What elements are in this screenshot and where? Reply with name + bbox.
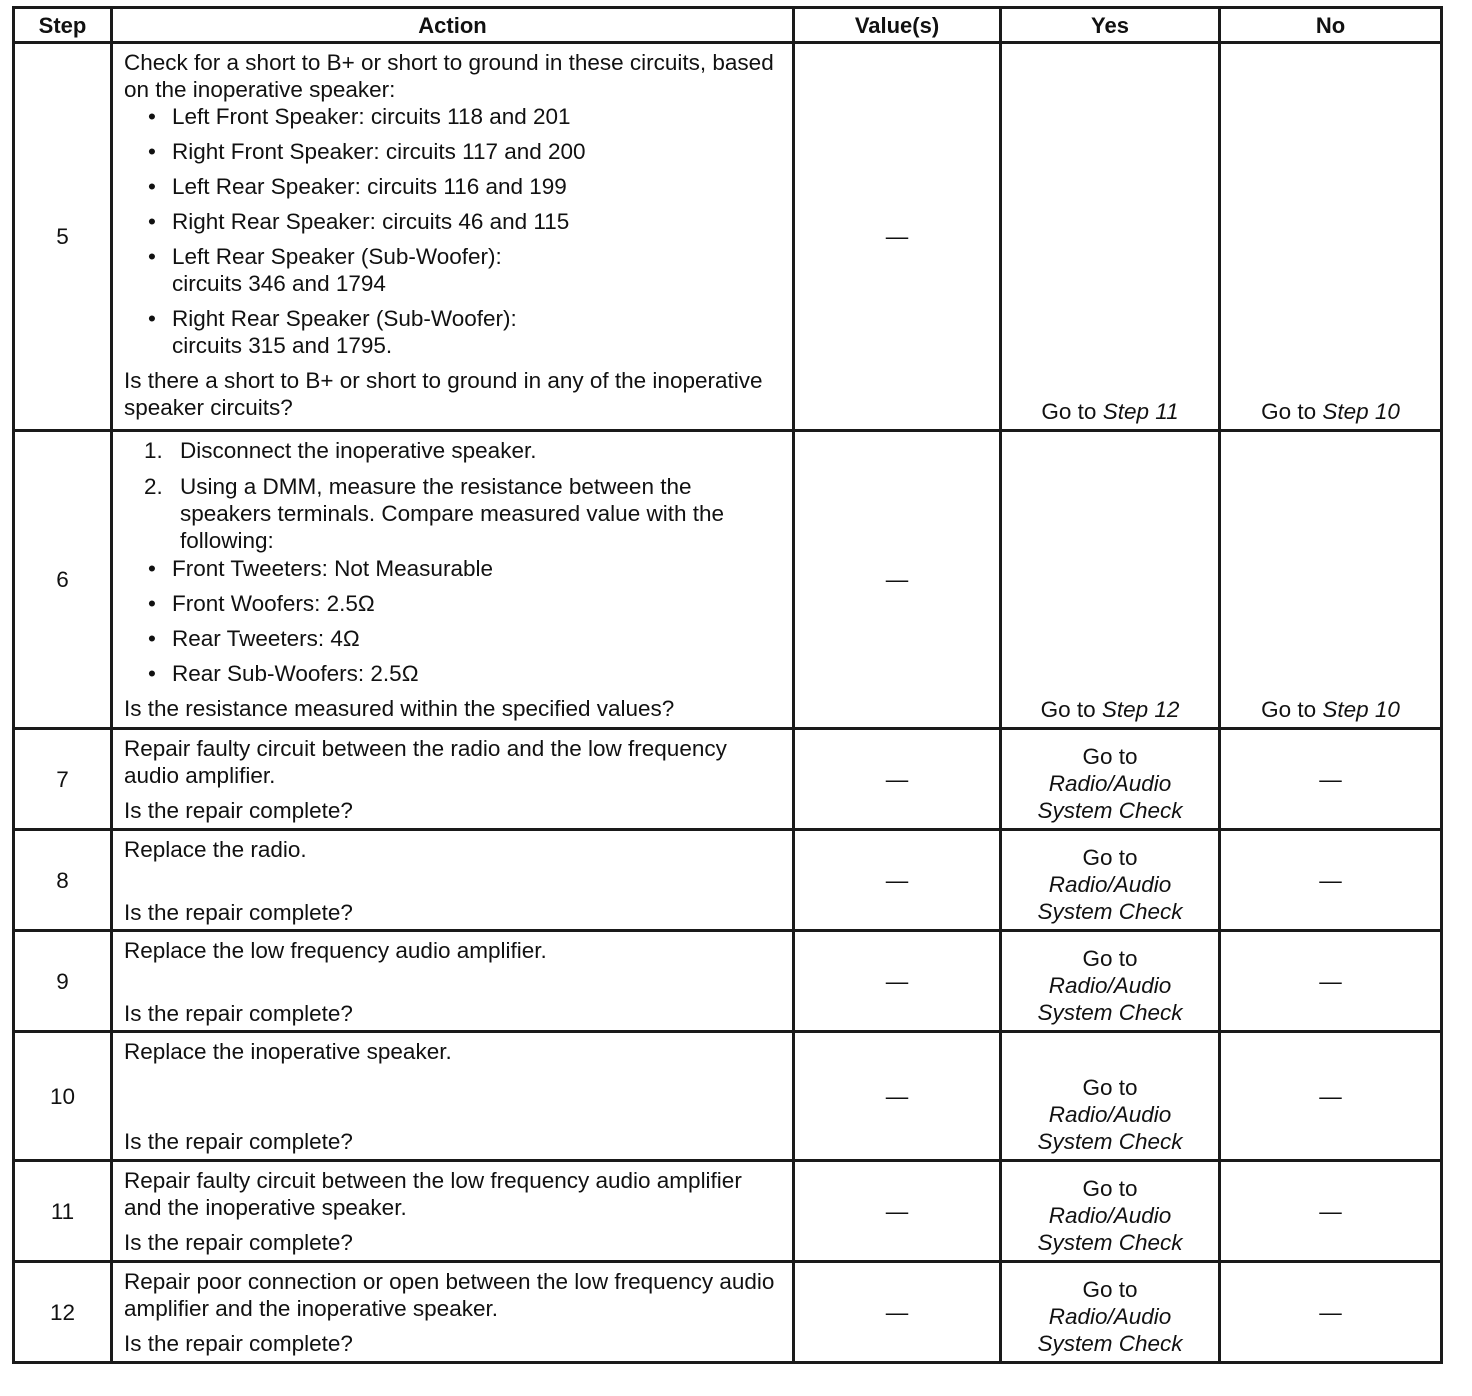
yes-cell: Go to Radio/Audio System Check: [1001, 1262, 1220, 1363]
value-cell: —: [794, 431, 1001, 729]
list-item: • Front Woofers: 2.5Ω: [148, 591, 375, 616]
action-question: Is the repair complete?: [124, 1230, 353, 1255]
action-cell: [112, 431, 794, 729]
no-cell: —: [1220, 729, 1442, 830]
radio-audio-check-link[interactable]: Radio/Audio: [1048, 1102, 1172, 1127]
bullet-icon: •: [148, 244, 156, 269]
list-item: 2. Using a DMM, measure the resistance between the speakers terminals. Compare measured value with the following:: [144, 474, 724, 553]
no-cell: —: [1220, 830, 1442, 931]
step-link[interactable]: Step 12: [1101, 697, 1180, 722]
no-cell: Go to Step 10: [1220, 431, 1442, 729]
header-yes: Yes: [1001, 8, 1220, 43]
yes-cell: Go to Step 11: [1001, 43, 1220, 431]
action-text: Replace the low frequency audio amplifier.: [124, 938, 547, 963]
bullet-icon: •: [148, 139, 156, 164]
value-cell: —: [794, 43, 1001, 431]
bullet-icon: •: [148, 661, 156, 686]
table-row: [14, 729, 1442, 830]
list-item: • Left Rear Speaker (Sub-Woofer): circuits 346 and 1794: [148, 244, 502, 296]
list-item: • Right Front Speaker: circuits 117 and 200: [148, 139, 586, 164]
no-cell: —: [1220, 1161, 1442, 1262]
step-number: 8: [14, 830, 112, 931]
table-row: [14, 1161, 1442, 1262]
action-intro: Check for a short to B+ or short to ground in these circuits, based on the inoperative speaker:: [124, 50, 774, 102]
radio-audio-check-link[interactable]: Radio/Audio: [1048, 771, 1172, 796]
step-number: 11: [14, 1161, 112, 1262]
bullet-icon: •: [148, 591, 156, 616]
step-link[interactable]: Step 10: [1322, 399, 1400, 424]
radio-audio-check-link[interactable]: Radio/Audio: [1048, 872, 1172, 897]
action-question: Is there a short to B+ or short to ground in any of the inoperative speaker circuits?: [124, 368, 763, 420]
list-item: • Front Tweeters: Not Measurable: [148, 556, 493, 581]
value-cell: —: [794, 830, 1001, 931]
list-item: • Rear Sub-Woofers: 2.5Ω: [148, 661, 419, 686]
no-cell: —: [1220, 1032, 1442, 1161]
step-number: 12: [14, 1262, 112, 1363]
action-text: Replace the inoperative speaker.: [124, 1039, 452, 1064]
yes-cell: Go to Radio/Audio System Check: [1001, 729, 1220, 830]
no-cell: —: [1220, 1262, 1442, 1363]
action-cell: [112, 931, 794, 1032]
radio-audio-check-link[interactable]: Radio/Audio: [1048, 1304, 1172, 1329]
radio-audio-check-link[interactable]: Radio/Audio: [1048, 973, 1172, 998]
list-item: • Rear Tweeters: 4Ω: [148, 626, 360, 651]
header-row: [14, 8, 1442, 43]
action-question: Is the resistance measured within the specified values?: [124, 696, 675, 721]
action-text: Repair faulty circuit between the low frequency audio amplifier and the inoperative speaker.: [124, 1168, 742, 1220]
action-text: Repair poor connection or open between the low frequency audio amplifier and the inoperative speaker.: [124, 1269, 775, 1321]
value-cell: —: [794, 729, 1001, 830]
step-number: 9: [14, 931, 112, 1032]
yes-cell: Go to Radio/Audio System Check: [1001, 830, 1220, 931]
value-cell: —: [794, 931, 1001, 1032]
action-cell: [112, 43, 794, 431]
bullet-icon: •: [148, 556, 156, 581]
table-row: [14, 1262, 1442, 1363]
no-cell: —: [1220, 931, 1442, 1032]
yes-cell: Go to Radio/Audio System Check: [1001, 1032, 1220, 1161]
yes-cell: Go to Radio/Audio System Check: [1001, 931, 1220, 1032]
action-cell: [112, 1262, 794, 1363]
step-number: 5: [14, 43, 112, 431]
value-cell: —: [794, 1161, 1001, 1262]
step-number: 6: [14, 431, 112, 729]
table-row: [14, 1032, 1442, 1161]
yes-cell: Go to Step 12: [1001, 431, 1220, 729]
action-text: Repair faulty circuit between the radio and the low frequency audio amplifier.: [124, 736, 727, 788]
bullet-icon: •: [148, 104, 156, 129]
radio-audio-check-link[interactable]: Radio/Audio: [1048, 1203, 1172, 1228]
action-question: Is the repair complete?: [124, 1331, 353, 1356]
step-link[interactable]: Step 11: [1102, 399, 1179, 424]
table-row: [14, 830, 1442, 931]
step-link[interactable]: Step 10: [1322, 697, 1400, 722]
list-item: • Right Rear Speaker: circuits 46 and 115: [148, 209, 570, 234]
value-cell: —: [794, 1262, 1001, 1363]
yes-cell: Go to Radio/Audio System Check: [1001, 1161, 1220, 1262]
diagnostic-table: [12, 6, 1443, 1364]
table-row: [14, 43, 1442, 431]
action-cell: [112, 830, 794, 931]
value-cell: —: [794, 1032, 1001, 1161]
bullet-icon: •: [148, 626, 156, 651]
bullet-icon: •: [148, 209, 156, 234]
table-row: [14, 931, 1442, 1032]
no-cell: Go to Step 10: [1220, 43, 1442, 431]
header-values: Value(s): [794, 8, 1001, 43]
list-item: • Right Rear Speaker (Sub-Woofer): circuits 315 and 1795.: [148, 306, 517, 358]
header-action: Action: [112, 8, 794, 43]
circuit-list: [124, 103, 784, 359]
action-cell: [112, 1032, 794, 1161]
action-text: Replace the radio.: [124, 837, 307, 862]
bullet-icon: •: [148, 174, 156, 199]
action-question: Is the repair complete?: [124, 1129, 353, 1154]
list-item: • Left Rear Speaker: circuits 116 and 199: [148, 174, 567, 199]
list-item: • Left Front Speaker: circuits 118 and 201: [148, 104, 571, 129]
table-row: [14, 431, 1442, 729]
bullet-icon: •: [148, 306, 156, 331]
step-number: 10: [14, 1032, 112, 1161]
action-question: Is the repair complete?: [124, 798, 353, 823]
action-cell: [112, 1161, 794, 1262]
header-step: Step: [14, 8, 112, 43]
list-item: 1. Disconnect the inoperative speaker.: [144, 438, 537, 463]
resistance-list: [124, 555, 784, 687]
action-question: Is the repair complete?: [124, 900, 353, 925]
header-no: No: [1220, 8, 1442, 43]
step-number: 7: [14, 729, 112, 830]
action-question: Is the repair complete?: [124, 1001, 353, 1026]
numbered-list: [124, 437, 784, 554]
action-cell: [112, 729, 794, 830]
